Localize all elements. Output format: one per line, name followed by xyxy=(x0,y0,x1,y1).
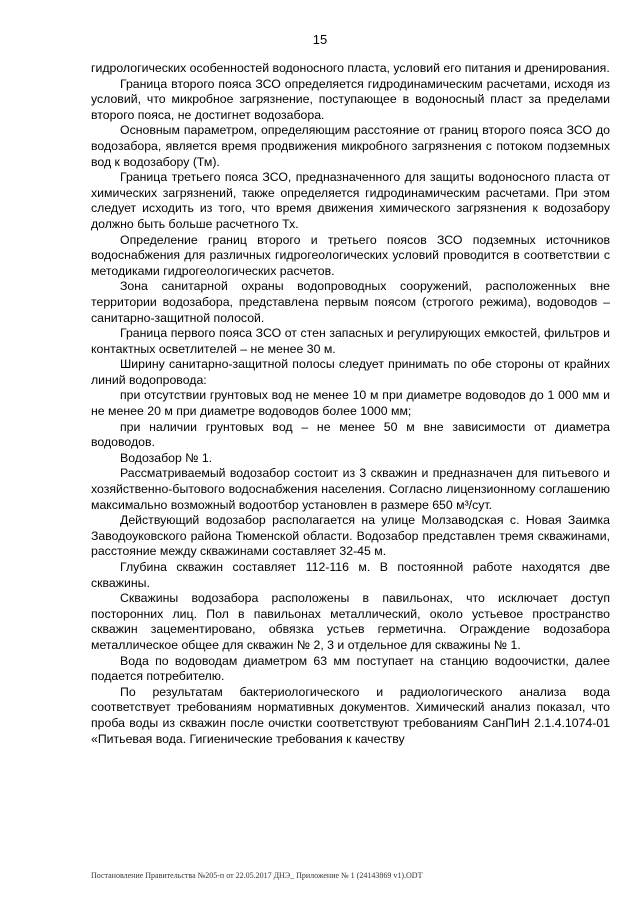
paragraph: По результатам бактериологического и радиологического анализа вода соответствует требованиям нормативных документов. Химический анализ показал, что проба воды из скважин после очистки соответствуют требованиям СанПиН 2.1.4.1074-01 «Питьевая вода. Гигиенические требования к качеству xyxy=(91,684,610,746)
paragraph: Определение границ второго и третьего поясов ЗСО подземных источников водоснабжения для различных гидрогеологических условий проводится в соответствии с методиками гидрогеологических расчетов. xyxy=(91,232,610,278)
paragraph: гидрологических особенностей водоносного пласта, условий его питания и дренирования. xyxy=(91,61,610,75)
paragraph: при наличии грунтовых вод – не менее 50 м вне зависимости от диаметра водоводов. xyxy=(91,419,610,450)
section-heading: Водозабор № 1. xyxy=(120,450,213,465)
paragraph: Граница второго пояса ЗСО определяется гидродинамическим расчетами, исходя из условий, что микробное загрязнение, поступающее в водоносный пласт за пределами второго пояса, не достигнет водозабора. xyxy=(91,76,610,122)
paragraph: Ширину санитарно-защитной полосы следует принимать по обе стороны от крайних линий водопровода: xyxy=(91,357,610,387)
paragraph: Скважины водозабора расположены в павильонах, что исключает доступ посторонних лиц. Пол в павильонах металлический, около устьевое пространство скважин зацементировано, обвязка устьев герметична. Ограждение водозабора металлическое общее для скважин № 2, 3 и отдельное для скважины № 1. xyxy=(91,591,610,652)
paragraph: Глубина скважин составляет 112-116 м. В постоянной работе находятся две скважины. xyxy=(91,560,610,590)
page-number: 15 xyxy=(312,32,328,47)
paragraph: Основным параметром, определяющим расстояние от границ второго пояса ЗСО до водозабора, является время продвижения микробного загрязнения с потоком подземных вод к водозабору (Тм). xyxy=(91,123,610,169)
paragraph: Рассматриваемый водозабор состоит из 3 скважин и предназначен для питьевого и хозяйственно-бытового водоснабжения населения. Согласно лицензионному соглашению максимально возможный водоотбор установлен в размере 650 м³/сут. xyxy=(91,466,610,512)
paragraph: Граница третьего пояса ЗСО, предназначенного для защиты водоносного пласта от химических загрязнений, также определяется гидродинамическим расчетами. При этом следует исходить из того, что время движения химического загрязнения к водозабору должно быть больше расчетного Тх. xyxy=(91,170,610,231)
paragraph: Вода по водоводам диаметром 63 мм поступает на станцию водоочистки, далее подается потребителю. xyxy=(91,653,610,684)
paragraph: при отсутствии грунтовых вод не менее 10 м при диаметре водоводов до 1 000 мм и не менее 20 м при диаметре водоводов более 1000 мм; xyxy=(91,388,610,419)
paragraph: Действующий водозабор располагается на улице Молзаводская с. Новая Заимка Заводоуковского района Тюменской области. Водозабор представлен тремя скважинами, расстояние между скважинами составляет 32-45 м. xyxy=(91,513,610,559)
document-footer: Постановление Правительства №205-п от 22.05.2017 ДНЭ_ Приложение № 1 (24143869 v1).ODT xyxy=(91,871,423,880)
paragraph: Граница первого пояса ЗСО от стен запасных и регулирующих емкостей, фильтров и контактных осветлителей – не менее 30 м. xyxy=(91,326,610,356)
document-body xyxy=(91,61,610,747)
paragraph: Зона санитарной охраны водопроводных сооружений, расположенных вне территории водозабора, представлена первым поясом (строгого режима), водоводов – санитарно-защитной полосой. xyxy=(91,279,610,325)
